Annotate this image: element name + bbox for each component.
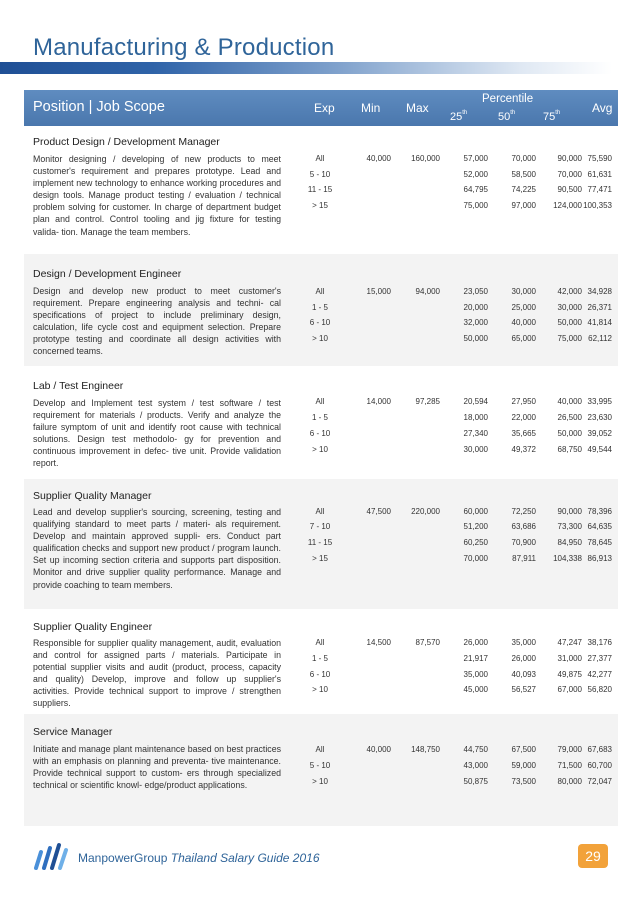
table-row — [24, 638, 618, 650]
cell-p50: 30,000 — [511, 287, 536, 296]
cell-p25: 35,000 — [463, 670, 488, 679]
cell-p25: 44,750 — [463, 745, 488, 754]
cell-max: 97,285 — [415, 397, 440, 406]
cell-p50: 40,093 — [511, 670, 536, 679]
cell-exp: All — [315, 507, 325, 516]
cell-p25: 60,000 — [463, 507, 488, 516]
job-section — [24, 714, 618, 826]
cell-avg: 39,052 — [587, 429, 612, 438]
cell-exp: > 15 — [312, 201, 328, 210]
cell-p75: 49,875 — [557, 670, 582, 679]
cell-max: 160,000 — [411, 154, 440, 163]
cell-p50: 74,225 — [511, 185, 536, 194]
header-exp: Exp — [314, 101, 335, 115]
table-row — [24, 185, 618, 197]
cell-max: 220,000 — [411, 507, 440, 516]
cell-avg: 100,353 — [583, 201, 612, 210]
cell-p25: 26,000 — [463, 638, 488, 647]
cell-min: 14,500 — [366, 638, 391, 647]
cell-p50: 70,900 — [511, 538, 536, 547]
cell-exp: 6 - 10 — [309, 670, 331, 679]
cell-p75: 50,000 — [557, 318, 582, 327]
cell-p25: 75,000 — [463, 201, 488, 210]
cell-exp: 5 - 10 — [309, 761, 331, 770]
cell-p75: 68,750 — [557, 445, 582, 454]
cell-avg: 64,635 — [587, 522, 612, 531]
cell-p25: 18,000 — [463, 413, 488, 422]
header-min: Min — [361, 101, 381, 115]
cell-exp: 11 - 15 — [307, 185, 333, 194]
cell-p50: 35,665 — [511, 429, 536, 438]
cell-avg: 23,630 — [587, 413, 612, 422]
cell-p75: 30,000 — [557, 303, 582, 312]
cell-avg: 67,683 — [587, 745, 612, 754]
cell-exp: All — [315, 745, 325, 754]
cell-exp: > 10 — [312, 334, 328, 343]
cell-p25: 60,250 — [463, 538, 488, 547]
header-p75: 75th — [543, 110, 561, 123]
table-row — [24, 413, 618, 425]
job-section — [24, 126, 618, 254]
table-header — [24, 90, 618, 126]
table-row — [24, 670, 618, 682]
cell-p75: 84,950 — [557, 538, 582, 547]
job-description: Initiate and manage plant maintenance based on best practices with an emphasis on planning and preventa- tive maintenance. Provide technical support to custom- ers through specialized technical or scientific knowl- edge/product applications. — [33, 744, 281, 791]
job-section — [24, 609, 618, 714]
cell-p75: 71,500 — [557, 761, 582, 770]
cell-p50: 97,000 — [511, 201, 536, 210]
cell-exp: All — [315, 397, 325, 406]
cell-p75: 90,500 — [557, 185, 582, 194]
cell-p25: 32,000 — [463, 318, 488, 327]
cell-p25: 43,000 — [463, 761, 488, 770]
cell-p75: 47,247 — [557, 638, 582, 647]
cell-exp: 1 - 5 — [311, 654, 328, 663]
table-row — [24, 334, 618, 346]
cell-avg: 38,176 — [587, 638, 612, 647]
footer-brand: ManpowerGroup — [78, 851, 168, 865]
table-row — [24, 654, 618, 666]
job-description: Responsible for supplier quality management, audit, evaluation and control for assigned parts / materials. Participate in potential supplier visits and audit (product, process, capacity and quality) Develop, improve and follow up supplier's activities. Provide technical support to improve / strengthen suppliers. — [33, 638, 281, 709]
cell-avg: 42,277 — [587, 670, 612, 679]
cell-exp: 6 - 10 — [309, 318, 331, 327]
cell-exp: 1 - 5 — [311, 413, 328, 422]
job-description: Monitor designing / developing of new products to meet customer's requirement and prepares prototype. Lead and implement new technology to enhance working procedures and design tools. Manage product testing / evaluation / technical problem solving for customer. In charge of department budget plan and control. Control tooling and jig fixture for testing valida- tion. Manage the team members. — [33, 154, 281, 237]
cell-exp: All — [315, 154, 325, 163]
cell-avg: 62,112 — [588, 334, 612, 343]
cell-p75: 90,000 — [557, 507, 582, 516]
job-description: Design and develop new product to meet customer's requirement. Prepare engineering analysis and techni- cal specifications of project to include preliminary design, calculation, life cycle cost and equipment selection. Prepare prototype testing and coordinate all design activities with concerned teams. — [33, 286, 281, 357]
cell-p50: 40,000 — [511, 318, 536, 327]
cell-avg: 34,928 — [587, 287, 612, 296]
header-p25: 25th — [450, 110, 468, 123]
table-row — [24, 445, 618, 457]
cell-p50: 26,000 — [511, 654, 536, 663]
cell-p50: 22,000 — [511, 413, 536, 422]
title-bar-divider — [0, 62, 612, 74]
cell-p25: 45,000 — [463, 685, 488, 694]
header-position: Position | Job Scope — [33, 99, 165, 115]
cell-exp: All — [315, 638, 325, 647]
job-title: Supplier Quality Manager — [33, 490, 152, 502]
cell-avg: 60,700 — [587, 761, 612, 770]
cell-max: 87,570 — [415, 638, 440, 647]
table-row — [24, 287, 618, 299]
cell-p25: 51,200 — [463, 522, 488, 531]
job-section — [24, 479, 618, 609]
cell-p50: 27,950 — [511, 397, 536, 406]
manpowergroup-logo-icon — [33, 842, 69, 870]
cell-exp: 5 - 10 — [309, 170, 331, 179]
cell-exp: 7 - 10 — [309, 522, 331, 531]
header-max: Max — [406, 101, 429, 115]
cell-avg: 75,590 — [587, 154, 612, 163]
cell-p75: 31,000 — [557, 654, 582, 663]
cell-p75: 26,500 — [557, 413, 582, 422]
table-row — [24, 685, 618, 697]
job-section — [24, 366, 618, 479]
header-avg: Avg — [592, 101, 613, 115]
cell-p75: 42,000 — [557, 287, 582, 296]
job-title: Lab / Test Engineer — [33, 380, 124, 392]
header-percentile: Percentile — [482, 93, 534, 105]
cell-p75: 124,000 — [553, 201, 582, 210]
table-row — [24, 507, 618, 519]
cell-max: 94,000 — [415, 287, 440, 296]
table-row — [24, 397, 618, 409]
cell-p50: 67,500 — [511, 745, 536, 754]
cell-exp: > 10 — [312, 685, 328, 694]
table-row — [24, 538, 618, 550]
cell-p25: 50,000 — [463, 334, 488, 343]
footer-guide: Thailand Salary Guide 2016 — [170, 851, 320, 865]
cell-min: 40,000 — [366, 154, 391, 163]
footer-text — [78, 851, 320, 865]
cell-max: 148,750 — [411, 745, 440, 754]
cell-p25: 23,050 — [463, 287, 488, 296]
cell-p75: 90,000 — [557, 154, 582, 163]
cell-p75: 75,000 — [557, 334, 582, 343]
job-description: Develop and Implement test system / test software / test requirement for materials / products. Verify and analyze the failure symptom of unit and identify root cause with technical solutions. Design test methodolo- gy for prevention and continuous improvement in defec- tive unit. Provide validation report. — [33, 398, 281, 469]
cell-avg: 72,047 — [587, 777, 612, 786]
cell-avg: 56,820 — [587, 685, 612, 694]
cell-p25: 27,340 — [463, 429, 488, 438]
job-title: Design / Development Engineer — [33, 268, 182, 280]
cell-p75: 73,300 — [557, 522, 582, 531]
table-row — [24, 522, 618, 534]
cell-avg: 78,396 — [587, 507, 612, 516]
table-row — [24, 154, 618, 166]
cell-avg: 33,995 — [587, 397, 612, 406]
cell-exp: All — [315, 287, 325, 296]
cell-exp: > 10 — [312, 445, 328, 454]
cell-p50: 72,250 — [511, 507, 536, 516]
cell-p75: 79,000 — [557, 745, 582, 754]
cell-exp: > 10 — [312, 777, 328, 786]
cell-p75: 67,000 — [557, 685, 582, 694]
job-title: Product Design / Development Manager — [33, 136, 220, 148]
table-row — [24, 554, 618, 566]
cell-p50: 58,500 — [511, 170, 536, 179]
cell-p25: 70,000 — [463, 554, 488, 563]
table-row — [24, 201, 618, 213]
table-row — [24, 303, 618, 315]
cell-p50: 70,000 — [511, 154, 536, 163]
cell-avg: 49,544 — [587, 445, 612, 454]
table-row — [24, 745, 618, 757]
cell-p75: 40,000 — [557, 397, 582, 406]
cell-p50: 25,000 — [511, 303, 536, 312]
table-row — [24, 170, 618, 182]
cell-p75: 80,000 — [557, 777, 582, 786]
cell-avg: 41,814 — [587, 318, 612, 327]
cell-p50: 65,000 — [511, 334, 536, 343]
table-row — [24, 761, 618, 773]
cell-p50: 73,500 — [511, 777, 536, 786]
table-row — [24, 318, 618, 330]
cell-p25: 21,917 — [463, 654, 488, 663]
header-p50: 50th — [498, 110, 516, 123]
cell-p50: 56,527 — [511, 685, 536, 694]
cell-p25: 50,875 — [463, 777, 488, 786]
table-row — [24, 777, 618, 789]
cell-p25: 52,000 — [463, 170, 488, 179]
job-title: Supplier Quality Engineer — [33, 621, 153, 633]
job-title: Service Manager — [33, 726, 113, 738]
cell-p50: 35,000 — [511, 638, 536, 647]
cell-exp: 6 - 10 — [309, 429, 331, 438]
cell-p25: 64,795 — [463, 185, 488, 194]
table-row — [24, 429, 618, 441]
cell-p25: 20,594 — [463, 397, 488, 406]
cell-p50: 87,911 — [512, 554, 536, 563]
cell-p25: 30,000 — [463, 445, 488, 454]
cell-avg: 86,913 — [587, 554, 612, 563]
cell-exp: 1 - 5 — [311, 303, 328, 312]
cell-avg: 77,471 — [587, 185, 612, 194]
cell-p50: 63,686 — [511, 522, 536, 531]
cell-p25: 57,000 — [463, 154, 488, 163]
cell-avg: 27,377 — [587, 654, 612, 663]
page-number: 29 — [578, 844, 608, 868]
job-section — [24, 254, 618, 366]
cell-avg: 61,631 — [587, 170, 612, 179]
cell-exp: 11 - 15 — [307, 538, 333, 547]
cell-p75: 104,338 — [553, 554, 582, 563]
cell-avg: 78,645 — [587, 538, 612, 547]
cell-min: 40,000 — [366, 745, 391, 754]
page-title: Manufacturing & Production — [33, 34, 335, 61]
cell-p75: 70,000 — [557, 170, 582, 179]
cell-p50: 49,372 — [511, 445, 536, 454]
cell-min: 47,500 — [366, 507, 391, 516]
cell-avg: 26,371 — [587, 303, 612, 312]
cell-p75: 50,000 — [557, 429, 582, 438]
cell-exp: > 15 — [312, 554, 328, 563]
cell-p25: 20,000 — [463, 303, 488, 312]
job-description: Lead and develop supplier's sourcing, screening, testing and qualifying standard to meet parts / materi- als requirement. Develop and maintain approved suppli- ers. Conduct part qualification checks and support new product / program launch. Set up incoming section criteria and supports part disposition. Monitor and drive supplier quality performance. Manage and provide coaching to team members. — [33, 507, 281, 590]
cell-min: 14,000 — [366, 397, 391, 406]
cell-min: 15,000 — [366, 287, 391, 296]
cell-p50: 59,000 — [511, 761, 536, 770]
